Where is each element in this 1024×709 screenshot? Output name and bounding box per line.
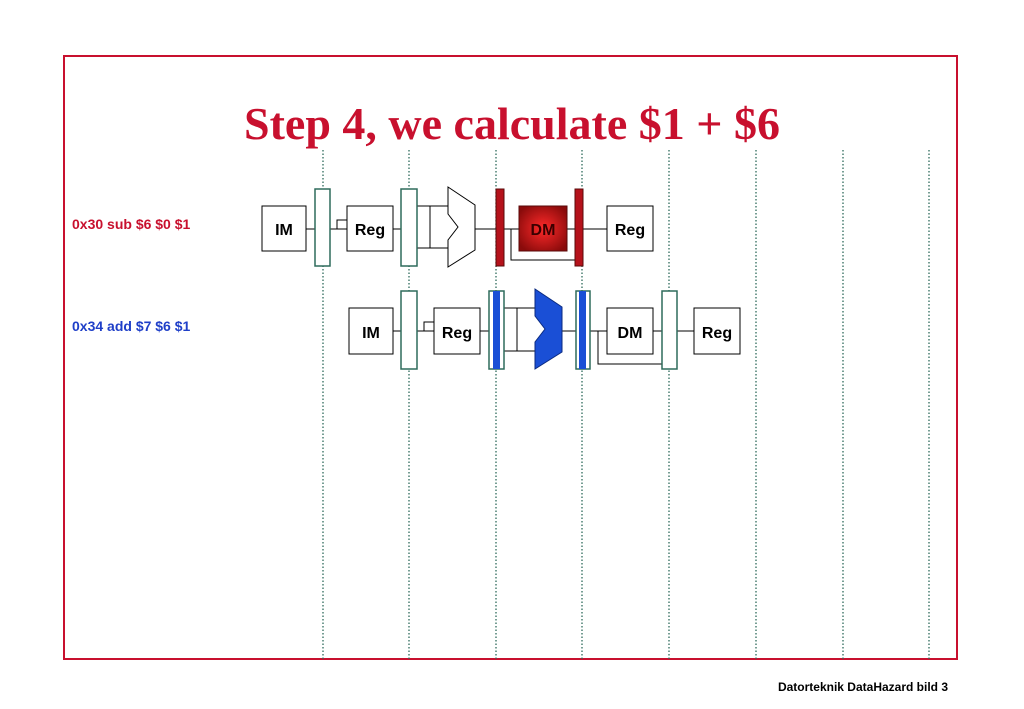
pipeline-latch-active <box>496 189 504 266</box>
stage-reg-writeback-label: Reg <box>701 325 733 342</box>
pipeline-latch <box>401 291 417 369</box>
stage-dm-label: DM <box>617 325 643 342</box>
stage-reg-writeback-label: Reg <box>614 222 646 239</box>
slide-footer: Datorteknik DataHazard bild 3 <box>777 680 948 694</box>
alu-shape <box>448 187 475 267</box>
pipeline-latch-active <box>575 189 583 266</box>
slide-title: Step 4, we calculate $1 + $6 <box>244 98 780 149</box>
stage-dm-label: DM <box>530 222 556 239</box>
pipeline-latch <box>662 291 677 369</box>
pipeline-row-add <box>349 289 740 369</box>
alu-shape-active <box>535 289 562 369</box>
instruction-label-add: 0x34 add $7 $6 $1 <box>72 318 191 334</box>
stage-im-label: IM <box>362 325 380 342</box>
stage-reg-label: Reg <box>354 222 386 239</box>
pipeline-row-sub <box>262 187 653 267</box>
pipeline-latch <box>315 189 330 266</box>
stage-reg-label: Reg <box>441 325 473 342</box>
instruction-label-sub: 0x30 sub $6 $0 $1 <box>72 216 191 232</box>
stage-im-label: IM <box>275 222 293 239</box>
pipeline-latch <box>401 189 417 266</box>
